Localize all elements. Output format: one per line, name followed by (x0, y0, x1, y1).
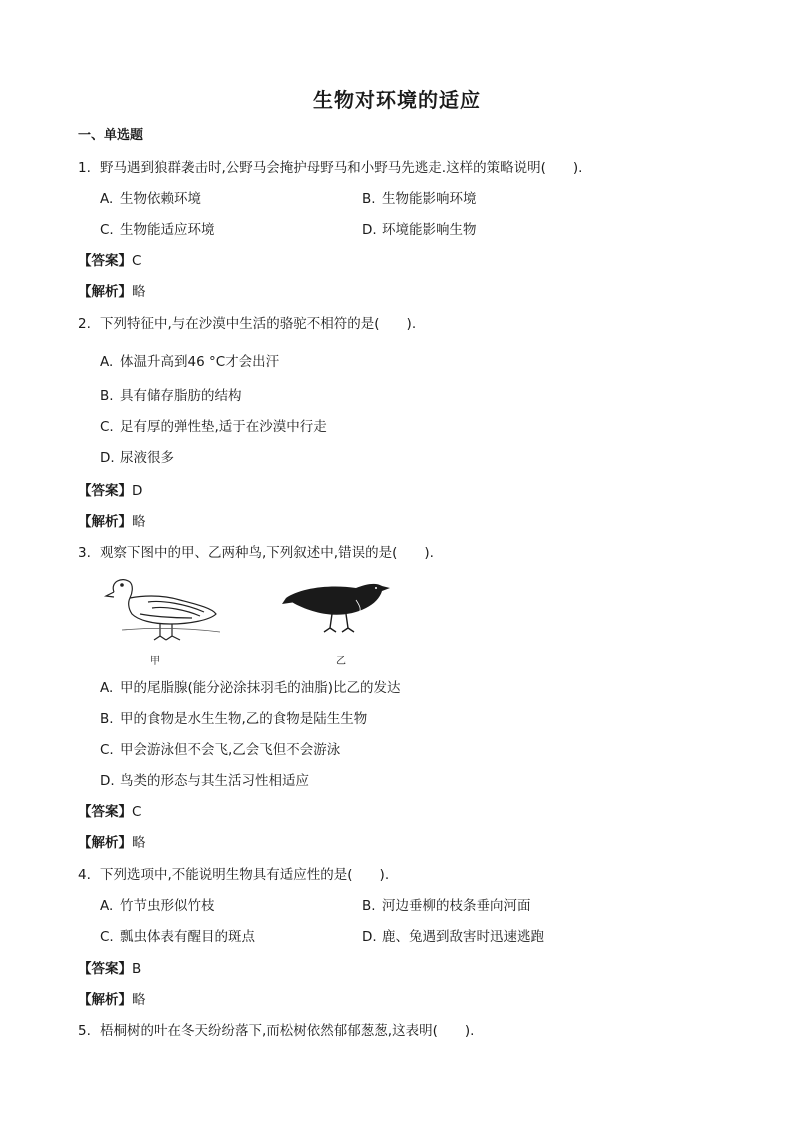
option-text: 瓢虫体表有醒目的斑点 (120, 929, 255, 945)
answer-tag: 【答案】 (78, 804, 132, 820)
option-key: D. (362, 222, 377, 238)
option-key: B. (362, 898, 376, 914)
analysis-value: 略 (132, 284, 146, 300)
analysis-value: 略 (132, 835, 146, 851)
q3-option-c (100, 738, 340, 758)
option-key: D. (100, 450, 115, 466)
q1-option-d (362, 218, 477, 238)
option-key: A. (100, 191, 114, 207)
option-text: 甲的食物是水生生物,乙的食物是陆生生物 (120, 711, 368, 727)
option-text: 具有储存脂肪的结构 (120, 388, 242, 404)
page-title: 生物对环境的适应 (313, 88, 481, 112)
answer-value: C (132, 253, 142, 269)
figure-label-yi: 乙 (336, 656, 346, 667)
q3-option-d (100, 769, 309, 789)
option-text: 生物能影响环境 (382, 191, 477, 207)
option-text: 尿液很多 (120, 450, 174, 466)
q4-answer (78, 957, 141, 977)
answer-tag: 【答案】 (78, 483, 132, 499)
option-key: A. (100, 354, 114, 370)
question-text: 梧桐树的叶在冬天纷纷落下,而松树依然郁郁葱葱,这表明( ). (100, 1023, 475, 1039)
q1-option-b (362, 187, 477, 207)
question-number: 2. (78, 316, 91, 332)
question-number: 3. (78, 545, 91, 561)
option-key: B. (362, 191, 376, 207)
section-heading: 一、单选题 (78, 128, 144, 143)
duck-bird-drawing (106, 580, 220, 640)
question-2 (78, 312, 416, 332)
analysis-tag: 【解析】 (78, 992, 132, 1008)
option-text: 体温升高到46 °C才会出汗 (120, 354, 280, 370)
option-key: B. (100, 711, 114, 727)
q2-option-c (100, 415, 327, 435)
option-text: 足有厚的弹性垫,适于在沙漠中行走 (120, 419, 327, 435)
question-text: 下列特征中,与在沙漠中生活的骆驼不相符的是( ). (100, 316, 417, 332)
q2-option-b (100, 384, 242, 404)
q4-option-b (362, 894, 531, 914)
analysis-value: 略 (132, 514, 146, 530)
option-text: 生物依赖环境 (120, 191, 201, 207)
q3-analysis (78, 831, 146, 851)
q4-option-a (100, 894, 215, 914)
figure-label-jia: 甲 (150, 656, 160, 667)
option-key: C. (100, 419, 114, 435)
q4-analysis (78, 988, 146, 1008)
option-text: 河边垂柳的枝条垂向河面 (382, 898, 531, 914)
answer-tag: 【答案】 (78, 253, 132, 269)
option-text: 甲会游泳但不会飞,乙会飞但不会游泳 (120, 742, 341, 758)
birds-figure (100, 570, 400, 665)
birds-illustration (100, 570, 400, 650)
question-3 (78, 541, 434, 561)
option-key: C. (100, 742, 114, 758)
option-text: 甲的尾脂腺(能分泌涂抹羽毛的油脂)比乙的发达 (120, 680, 401, 696)
option-key: B. (100, 388, 114, 404)
option-text: 竹节虫形似竹枝 (120, 898, 215, 914)
question-number: 5. (78, 1023, 91, 1039)
q3-answer (78, 800, 141, 820)
q1-answer (78, 249, 141, 269)
analysis-tag: 【解析】 (78, 514, 132, 530)
q3-option-b (100, 707, 367, 727)
option-key: D. (362, 929, 377, 945)
analysis-tag: 【解析】 (78, 835, 132, 851)
option-key: D. (100, 773, 115, 789)
option-text: 鸟类的形态与其生活习性相适应 (120, 773, 309, 789)
option-key: C. (100, 929, 114, 945)
q2-option-d (100, 446, 174, 466)
answer-value: D (132, 483, 143, 499)
q1-option-c (100, 218, 215, 238)
q3-option-a (100, 676, 401, 696)
option-text: 环境能影响生物 (382, 222, 477, 238)
q2-answer (78, 479, 142, 499)
q1-analysis (78, 280, 146, 300)
answer-tag: 【答案】 (78, 961, 132, 977)
q1-option-a (100, 187, 201, 207)
analysis-value: 略 (132, 992, 146, 1008)
option-key: A. (100, 898, 114, 914)
question-1 (78, 156, 582, 176)
question-5 (78, 1019, 474, 1039)
question-4 (78, 863, 389, 883)
option-key: A. (100, 680, 114, 696)
option-text: 生物能适应环境 (120, 222, 215, 238)
analysis-tag: 【解析】 (78, 284, 132, 300)
question-text: 观察下图中的甲、乙两种鸟,下列叙述中,错误的是( ). (100, 545, 434, 561)
q2-option-a (100, 350, 279, 370)
q4-option-d (362, 925, 544, 945)
question-text: 下列选项中,不能说明生物具有适应性的是( ). (100, 867, 390, 883)
option-text: 鹿、兔遇到敌害时迅速逃跑 (382, 929, 544, 945)
answer-value: C (132, 804, 142, 820)
answer-value: B (132, 961, 142, 977)
perching-bird-drawing (282, 584, 390, 632)
question-text: 野马遇到狼群袭击时,公野马会掩护母野马和小野马先逃走.这样的策略说明( ). (100, 160, 583, 176)
question-number: 4. (78, 867, 91, 883)
option-key: C. (100, 222, 114, 238)
q2-analysis (78, 510, 146, 530)
q4-option-c (100, 925, 255, 945)
question-number: 1. (78, 160, 91, 176)
